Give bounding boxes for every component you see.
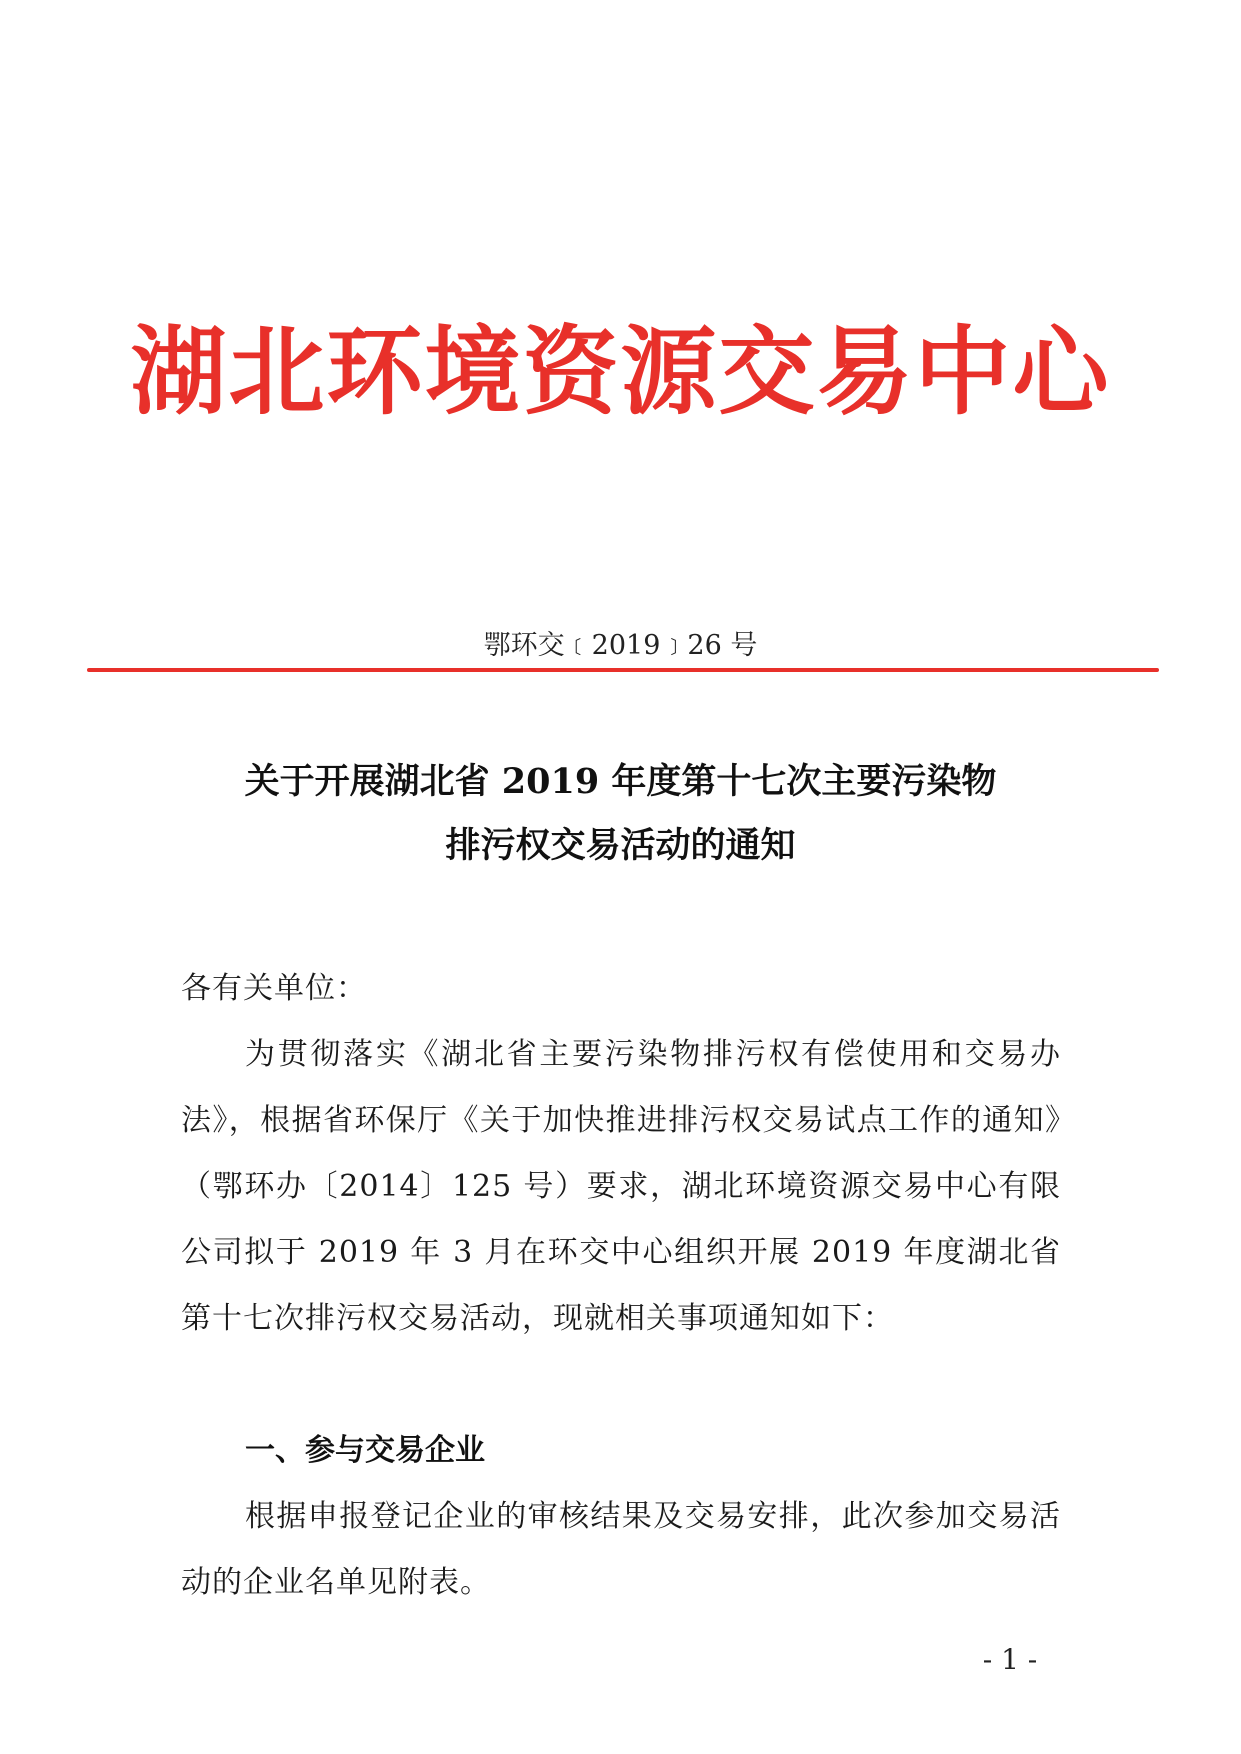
- document-number: 鄂环交﹝2019﹞26 号: [483, 630, 758, 661]
- salutation: 各有关单位：: [181, 971, 367, 1006]
- page-number: - 1 -: [982, 1643, 1038, 1676]
- notice-title-line-1: 关于开展湖北省 2019 年度第十七次主要污染物: [244, 761, 997, 802]
- letterhead-org-name: 湖北环境资源交易中心: [130, 316, 1111, 428]
- intro-paragraph: 为贯彻落实《湖北省主要污染物排污权有偿使用和交易办法》，根据省环保厅《关于加快推进排污权交易试点工作的通知》（鄂环办〔2014〕125 号）要求，湖北环境资源交易中心有限公司拟于 2019 年 3 月在环交中心组织开展 2019 年度湖北省第十七次排污权交易活动，现就相关事项通知如下：: [181, 1037, 1061, 1336]
- notice-title-line-2: 排污权交易活动的通知: [445, 825, 796, 866]
- letterhead-divider-line: [87, 668, 1159, 672]
- section-1-paragraph: 根据申报登记企业的审核结果及交易安排，此次参加交易活动的企业名单见附表。: [181, 1499, 1061, 1600]
- section-heading-1: 一、参与交易企业: [245, 1433, 485, 1468]
